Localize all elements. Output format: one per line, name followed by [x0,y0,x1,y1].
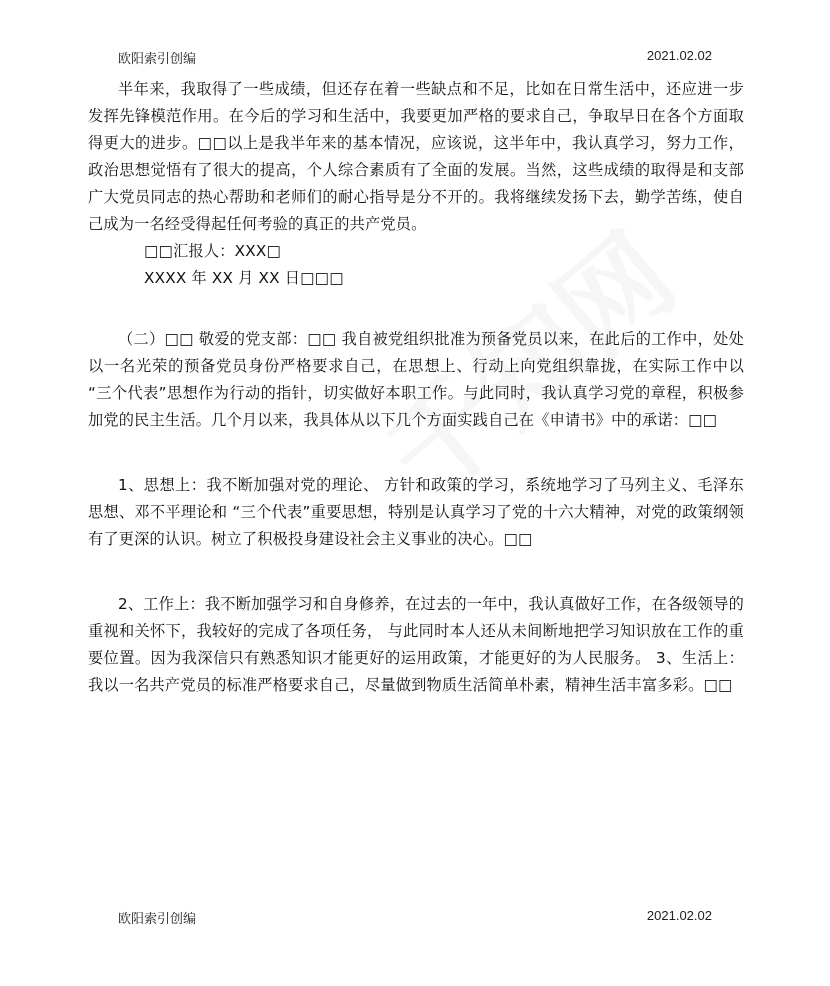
page-header [118,48,712,67]
footer-date: 2021.02.02 [646,908,712,923]
reporter-line: □□汇报人：XXX□ [144,242,282,260]
page-footer [118,908,712,927]
header-author: 欧阳索引创编 [118,52,197,67]
document-body [88,76,744,699]
footer-author: 欧阳索引创编 [118,912,197,927]
paragraph-intro: （二）□□ 敬爱的党支部：□□ 我自被党组织批准为预备党员以来，在此后的工作中，处处以一名光荣的预备党员身份严格要求自己，在思想上、行动上向党组织靠拢，在实际工作中以 “三个代表”思想作为行动的指针，切实做好本职工作。与此同时，我认真学习党的章程，积极参加党的民主生活。几个月以来，我具体从以下几个方面实践自己在《申请书》中的承诺：□□ [88,330,744,429]
paragraph-work-life: 2、工作上：我不断加强学习和自身修养，在过去的一年中，我认真做好工作，在各级领导的重视和关怀下，我较好的完成了各项任务， 与此同时本人还从未间断地把学习知识放在工作的重要位置。因为我深信只有熟悉知识才能更好的运用政策，才能更好的为人民服务。 3、生活上：我以一名共产党员的标准严格要求自己，尽量做到物质生活简单朴素，精神生活丰富多彩。□□ [88,595,744,694]
header-date: 2021.02.02 [646,48,712,63]
paragraph-thought: 1、思想上：我不断加强对党的理论、 方针和政策的学习，系统地学习了马列主义、毛泽东思想、邓不平理论和 “三个代表”重要思想，特别是认真学习了党的十六大精神，对党的政策纲领有了更深的认识。树立了积极投身建设社会主义事业的决心。□□ [88,476,744,548]
date-line: XXXX 年 XX 月 XX 日□□□ [144,269,344,287]
paragraph-summary: 半年来，我取得了一些成绩，但还存在着一些缺点和不足，比如在日常生活中，还应进一步发挥先锋模范作用。在今后的学习和生活中，我要更加严格的要求自己，争取早日在各个方面取得更大的进步。□□以上是我半年来的基本情况，应该说，这半年中，我认真学习，努力工作，政治思想觉悟有了很大的提高，个人综合素质有了全面的发展。当然，这些成绩的取得是和支部广大党员同志的热心帮助和老师们的耐心指导是分不开的。我将继续发扬下去，勤学苦练，使自己成为一名经受得起任何考验的真正的共产党员。 [88,80,744,233]
